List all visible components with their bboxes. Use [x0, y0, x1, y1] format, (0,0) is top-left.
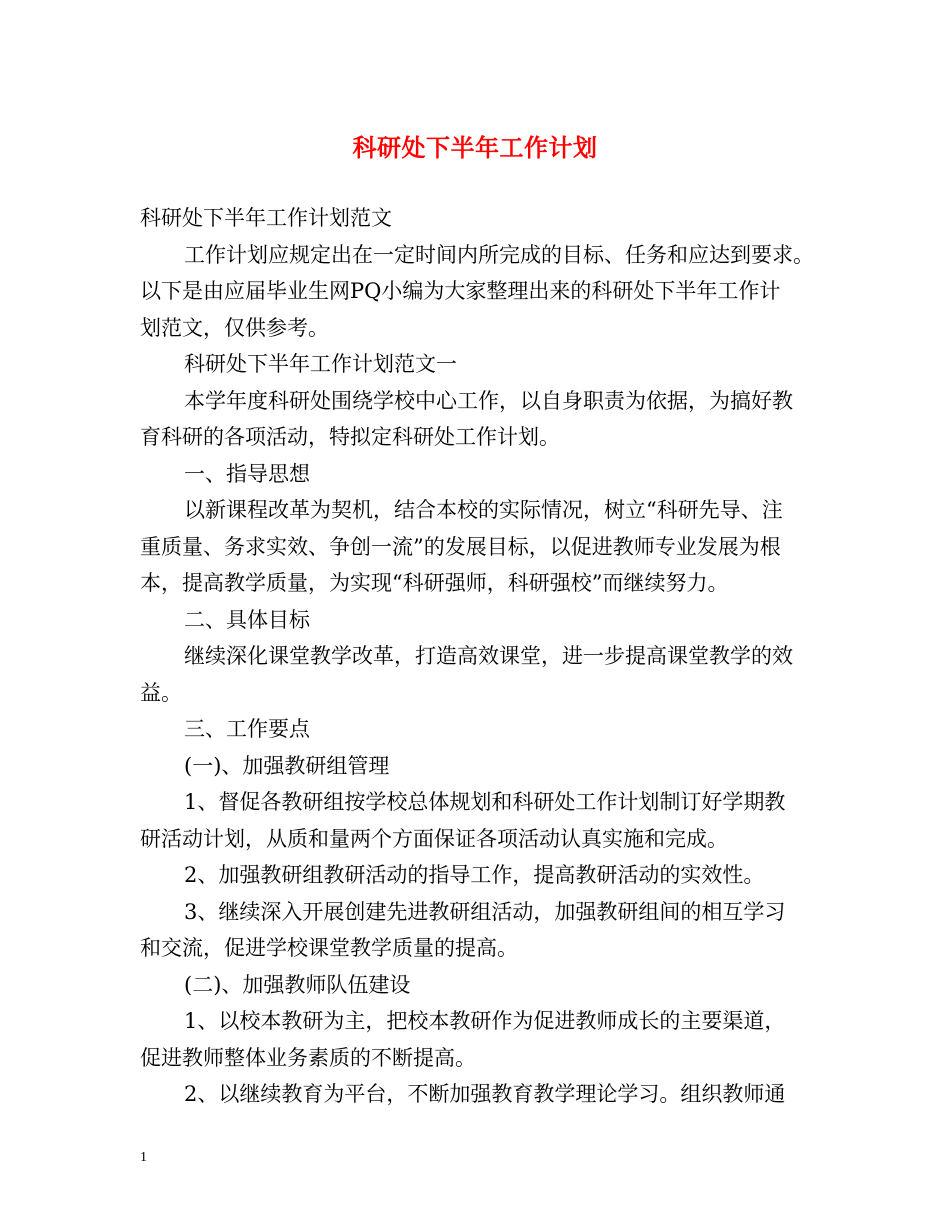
text-line: 和交流，促进学校课堂教学质量的提高。	[140, 936, 518, 960]
page-title: 科研处下半年工作计划	[352, 133, 598, 162]
text-line: 科研处下半年工作计划范文一	[184, 352, 457, 376]
page-number: 1	[140, 1150, 147, 1165]
text-line: 促进教师整体业务素质的不断提高。	[140, 1045, 476, 1070]
text-line: 本，提高教学质量，为实现“科研强师，科研强校”而继续努力。	[140, 571, 729, 595]
text-line: 二、具体目标	[184, 607, 310, 632]
text-line: 以下是由应届毕业生网PQ小编为大家整理出来的科研处下半年工作计	[140, 279, 781, 303]
text-line: 三、工作要点	[184, 717, 310, 741]
text-line: 科研处下半年工作计划范文	[140, 206, 392, 230]
text-line: 本学年度科研处围绕学校中心工作，以自身职责为依据，为搞好教	[184, 388, 793, 413]
text-line: 3、继续深入开展创建先进教研组活动，加强教研组间的相互学习	[184, 899, 786, 924]
text-line: 研活动计划，从质和量两个方面保证各项活动认真实施和完成。	[140, 826, 728, 851]
text-line: 2、加强教研组教研活动的指导工作，提高教研活动的实效性。	[184, 863, 765, 887]
text-line: 益。	[140, 680, 182, 705]
text-line: 1、以校本教研为主，把校本教研作为促进教师成长的主要渠道，	[184, 1009, 786, 1033]
text-line: 2、以继续教育为平台，不断加强教育教学理论学习。组织教师通	[184, 1082, 786, 1106]
text-line: 划范文，仅供参考。	[140, 315, 329, 340]
text-line: 一、指导思想	[184, 461, 310, 486]
text-line: 1、督促各教研组按学校总体规划和科研处工作计划制订好学期教	[184, 790, 786, 814]
text-line: 重质量、务求实效、争创一流”的发展目标，以促进教师专业发展为根	[140, 534, 781, 559]
text-line: 工作计划应规定出在一定时间内所完成的目标、任务和应达到要求。	[184, 242, 814, 267]
document-body	[140, 200, 830, 1113]
text-line: 育科研的各项活动，特拟定科研处工作计划。	[140, 425, 560, 449]
text-line: 继续深化课堂教学改革，打造高效课堂，进一步提高课堂教学的效	[184, 644, 793, 668]
text-line: (一)、加强教研组管理	[184, 753, 390, 778]
text-line: (二)、加强教师队伍建设	[184, 972, 411, 997]
text-line: 以新课程改革为契机，结合本校的实际情况，树立“科研先导、注	[184, 498, 783, 522]
